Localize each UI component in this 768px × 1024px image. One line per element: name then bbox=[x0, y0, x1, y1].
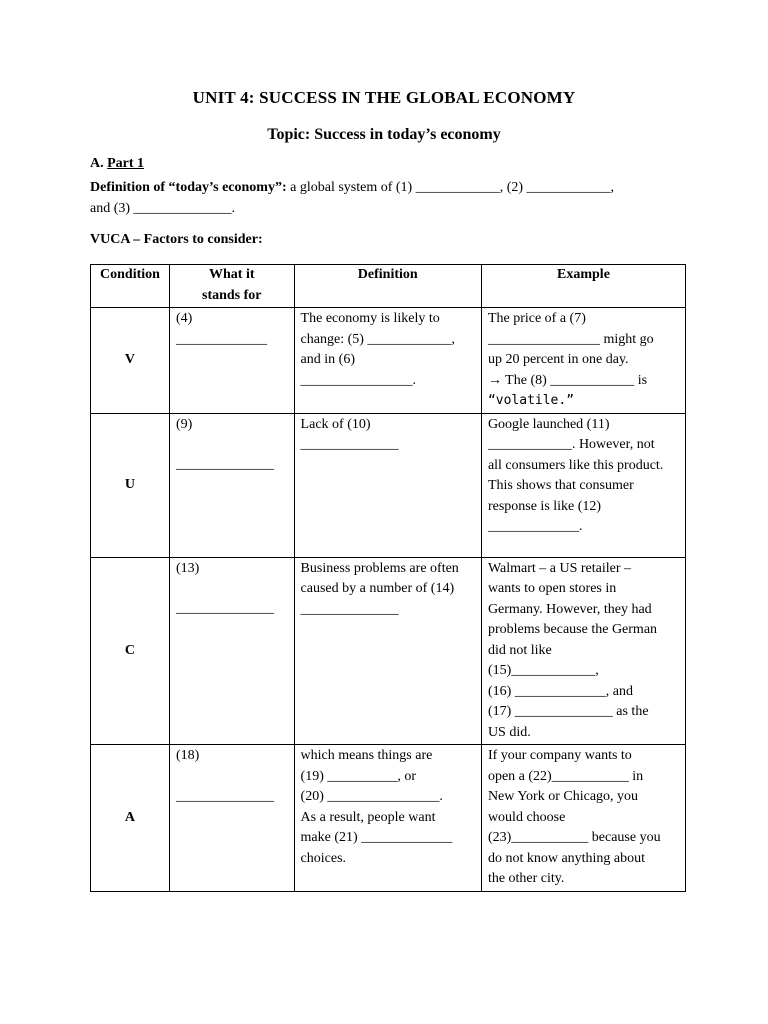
what-cell bbox=[169, 745, 294, 892]
definition-line: As a result, people want bbox=[300, 809, 436, 825]
what-cell bbox=[169, 413, 294, 557]
example-line: ________________ might go bbox=[487, 331, 654, 347]
section-a-heading bbox=[90, 156, 144, 172]
what-line: (18) bbox=[175, 748, 200, 763]
example-line: _____________. bbox=[487, 519, 583, 534]
condition-cell: C bbox=[91, 557, 170, 745]
example-line: the other city. bbox=[487, 871, 565, 886]
what-cell bbox=[169, 557, 294, 745]
definition-cell bbox=[294, 308, 481, 414]
topic-heading: Topic: Success in today’s economy bbox=[267, 126, 501, 143]
section-part: Part 1 bbox=[107, 156, 145, 171]
example-line: Walmart – a US retailer – bbox=[487, 560, 632, 576]
condition-cell: V bbox=[91, 308, 170, 414]
spacer bbox=[176, 435, 288, 455]
definition-line: Business problems are often bbox=[300, 560, 459, 576]
definition-line: make (21) _____________ bbox=[300, 830, 453, 845]
example-line: ____________. However, not bbox=[487, 437, 655, 452]
definition-line: and in (6) bbox=[300, 352, 355, 367]
example-line: → The (8) ____________ is bbox=[487, 372, 648, 388]
header-condition: Condition bbox=[91, 265, 170, 308]
definition-cell bbox=[294, 557, 481, 745]
section-letter: A. bbox=[90, 156, 104, 171]
what-line: (13) bbox=[175, 560, 200, 576]
example-line: US did. bbox=[487, 724, 531, 740]
definition-line: ______________ bbox=[300, 601, 399, 617]
definition-line: Lack of (10) bbox=[300, 416, 371, 432]
what-cell bbox=[169, 308, 294, 414]
example-cell bbox=[481, 557, 685, 745]
what-line: ______________ bbox=[175, 457, 274, 472]
example-line: Google launched (11) bbox=[487, 416, 610, 432]
what-line: ______________ bbox=[175, 788, 274, 804]
definition-line: ______________ bbox=[300, 437, 399, 452]
example-quote: “volatile.” bbox=[487, 393, 575, 408]
example-line: problems because the German bbox=[487, 622, 658, 637]
header-definition: Definition bbox=[294, 265, 481, 308]
example-line: did not like bbox=[487, 642, 552, 658]
example-line: (17) ______________ as the bbox=[487, 704, 649, 719]
definition-line: (20) ________________. bbox=[300, 789, 443, 804]
what-line: ______________ bbox=[175, 601, 274, 616]
example-line: If your company wants to bbox=[487, 748, 632, 763]
definition-line: ________________. bbox=[300, 372, 417, 388]
example-line: up 20 percent in one day. bbox=[487, 352, 629, 367]
header-what-it-stands-for bbox=[169, 265, 294, 308]
example-line: response is like (12) bbox=[487, 498, 602, 514]
example-line: would choose bbox=[487, 809, 566, 825]
definition-line: (19) __________, or bbox=[300, 768, 417, 784]
definition-line: which means things are bbox=[300, 748, 433, 763]
unit-title: UNIT 4: SUCCESS IN THE GLOBAL ECONOMY bbox=[192, 88, 576, 107]
example-cell bbox=[481, 308, 685, 414]
example-line: (16) _____________, and bbox=[487, 683, 633, 699]
header-example: Example bbox=[481, 265, 685, 308]
table-row bbox=[91, 557, 686, 745]
what-line: _____________ bbox=[175, 331, 267, 347]
example-line: wants to open stores in bbox=[487, 581, 617, 596]
vuca-table bbox=[90, 264, 686, 892]
example-line: (23)___________ because you bbox=[487, 830, 661, 845]
definition-text-2: and (3) ______________. bbox=[90, 201, 236, 216]
spacer bbox=[176, 579, 288, 599]
condition-cell: U bbox=[91, 413, 170, 557]
definition-paragraph bbox=[90, 177, 690, 219]
example-line: Germany. However, they had bbox=[487, 601, 652, 617]
example-line: all consumers like this product. bbox=[487, 457, 664, 473]
table-header-row bbox=[91, 265, 686, 308]
definition-cell bbox=[294, 745, 481, 892]
example-cell bbox=[481, 413, 685, 557]
example-line: do not know anything about bbox=[487, 850, 646, 866]
header-what-line-2: stands for bbox=[202, 287, 262, 303]
header-what-line-1: What it bbox=[209, 267, 255, 282]
definition-line: The economy is likely to bbox=[300, 311, 440, 326]
vuca-heading: VUCA – Factors to consider: bbox=[90, 232, 263, 247]
example-line: This shows that consumer bbox=[487, 478, 634, 493]
definition-lead: Definition of “today’s economy”: bbox=[90, 180, 287, 195]
table-row bbox=[91, 413, 686, 557]
example-line: open a (22)___________ in bbox=[487, 768, 644, 784]
definition-line: change: (5) ____________, bbox=[300, 331, 455, 347]
what-line: (4) bbox=[175, 311, 193, 326]
table-row bbox=[91, 745, 686, 892]
example-cell bbox=[481, 745, 685, 892]
spacer bbox=[176, 767, 288, 787]
example-line: The price of a (7) bbox=[487, 311, 586, 326]
example-line: (15)____________, bbox=[487, 663, 599, 678]
definition-text-1: a global system of (1) ____________, (2) ____________, bbox=[286, 180, 615, 195]
definition-cell bbox=[294, 413, 481, 557]
definition-line: choices. bbox=[300, 850, 347, 866]
example-line: New York or Chicago, you bbox=[487, 789, 639, 804]
condition-cell: A bbox=[91, 745, 170, 892]
table-row bbox=[91, 308, 686, 414]
what-line: (9) bbox=[175, 416, 193, 432]
definition-line: caused by a number of (14) bbox=[300, 581, 455, 596]
